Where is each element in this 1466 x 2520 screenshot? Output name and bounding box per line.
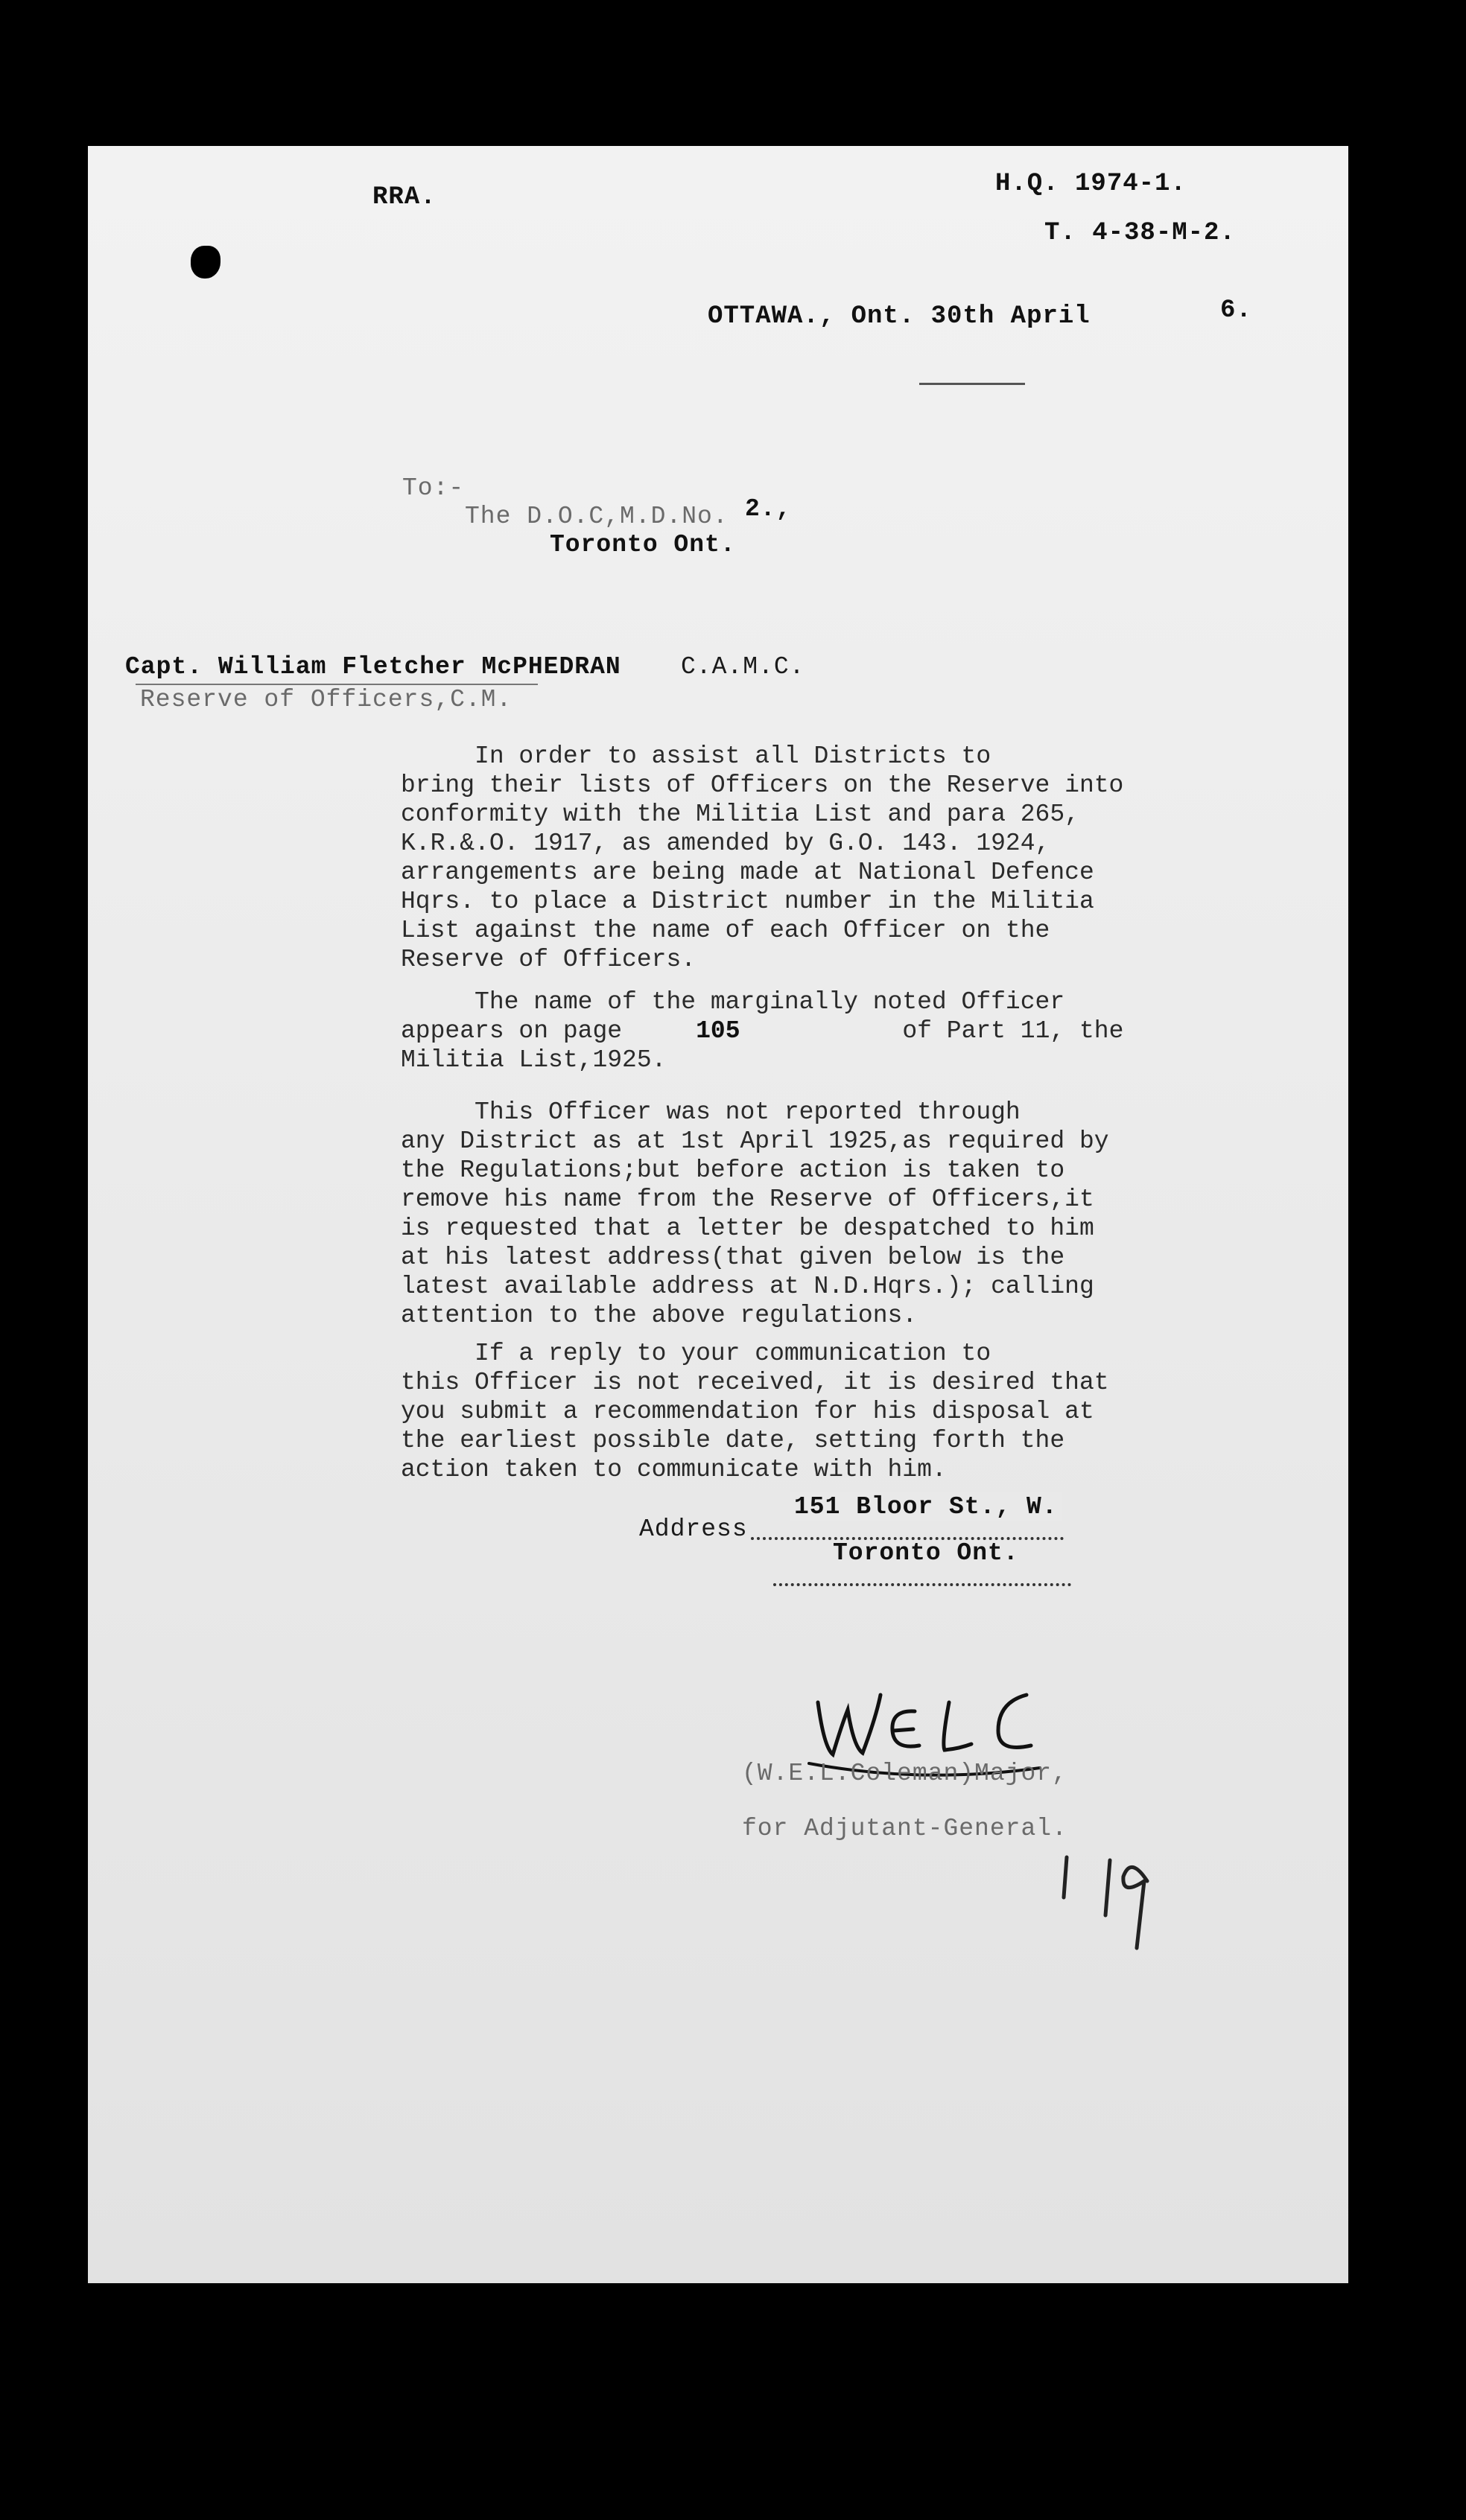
page-ref-line-3: Militia List,1925. — [401, 1046, 667, 1074]
page-ref-prefix: appears on page — [401, 1017, 623, 1045]
officer-corps: C.A.M.C. — [681, 653, 805, 681]
paragraph-2-line: This Officer was not reported through — [401, 1098, 1021, 1126]
paragraph-1-line: In order to assist all Districts to — [401, 742, 991, 770]
address-dotted-line-2 — [773, 1583, 1071, 1586]
paragraph-2-line: the Regulations;but before action is taken to — [401, 1156, 1065, 1184]
page-ref-suffix: of Part 11, the — [902, 1017, 1124, 1045]
paragraph-page-reference — [401, 987, 1123, 1075]
paragraph-1-line: Hqrs. to place a District number in the Militia — [401, 888, 1094, 915]
paragraph-2-line: is requested that a letter be despatched to him — [401, 1215, 1094, 1242]
signatory-name: (W.E.L.Coleman)Major, — [742, 1760, 1067, 1787]
date-year-digit: 6. — [1220, 296, 1252, 325]
paragraph-3 — [401, 1339, 1109, 1484]
secondary-reference: T. 4-38-M-2. — [1044, 219, 1236, 247]
paragraph-2 — [401, 1098, 1109, 1330]
page-number: 105 — [696, 1017, 740, 1045]
paragraph-2-line: attention to the above regulations. — [401, 1302, 918, 1329]
officer-name: Capt. William Fletcher McPHEDRAN — [125, 653, 621, 681]
paragraph-3-line: you submit a recommendation for his disposal at — [401, 1398, 1094, 1425]
paragraph-3-line: this Officer is not received, it is desired that — [401, 1369, 1109, 1396]
paragraph-1-line: Reserve of Officers. — [401, 946, 696, 973]
paragraph-1-line: bring their lists of Officers on the Reserve into — [401, 771, 1124, 799]
address-street: 151 Bloor St., W. — [790, 1492, 1062, 1521]
paragraph-3-line: action taken to communicate with him. — [401, 1456, 947, 1483]
typist-initials: RRA. — [372, 183, 437, 211]
paragraph-2-line: any District as at 1st April 1925,as required by — [401, 1127, 1109, 1155]
page-ref-line-1: The name of the marginally noted Officer — [401, 988, 1065, 1016]
address-city: Toronto Ont. — [833, 1539, 1019, 1567]
paragraph-1 — [401, 742, 1123, 974]
signatory-title: for Adjutant-General. — [742, 1815, 1067, 1842]
paragraph-1-line: conformity with the Militia List and para 265, — [401, 801, 1079, 828]
paragraph-2-line: latest available address at N.D.Hqrs.); calling — [401, 1273, 1094, 1300]
file-reference: H.Q. 1974-1. — [995, 170, 1187, 198]
to-label: To:- — [402, 474, 465, 502]
punch-hole — [191, 246, 220, 279]
place-date: OTTAWA., Ont. 30th April — [708, 302, 1091, 331]
pencil-folio-number — [1056, 1844, 1161, 1963]
paragraph-3-line: If a reply to your communication to — [401, 1340, 991, 1367]
page-ref-line-2 — [401, 1016, 1123, 1046]
paragraph-1-line: K.R.&.O. 1917, as amended by G.O. 143. 1924, — [401, 830, 1050, 857]
recipient-line-2: Toronto Ont. — [550, 531, 736, 559]
reserve-line: Reserve of Officers,C.M. — [140, 686, 513, 713]
date-underline — [919, 383, 1025, 385]
paragraph-1-line: arrangements are being made at National Defence — [401, 859, 1094, 886]
paragraph-3-line: the earliest possible date, setting forth the — [401, 1427, 1065, 1454]
document-page — [88, 146, 1348, 2283]
paragraph-2-line: remove his name from the Reserve of Officers,it — [401, 1186, 1094, 1213]
paragraph-2-line: at his latest address(that given below is the — [401, 1244, 1065, 1271]
recipient-district-number: 2., — [745, 495, 792, 523]
recipient-line-1: The D.O.C,M.D.No. — [465, 503, 729, 530]
paragraph-1-line: List against the name of each Officer on the — [401, 917, 1050, 944]
address-label: Address — [639, 1515, 748, 1543]
